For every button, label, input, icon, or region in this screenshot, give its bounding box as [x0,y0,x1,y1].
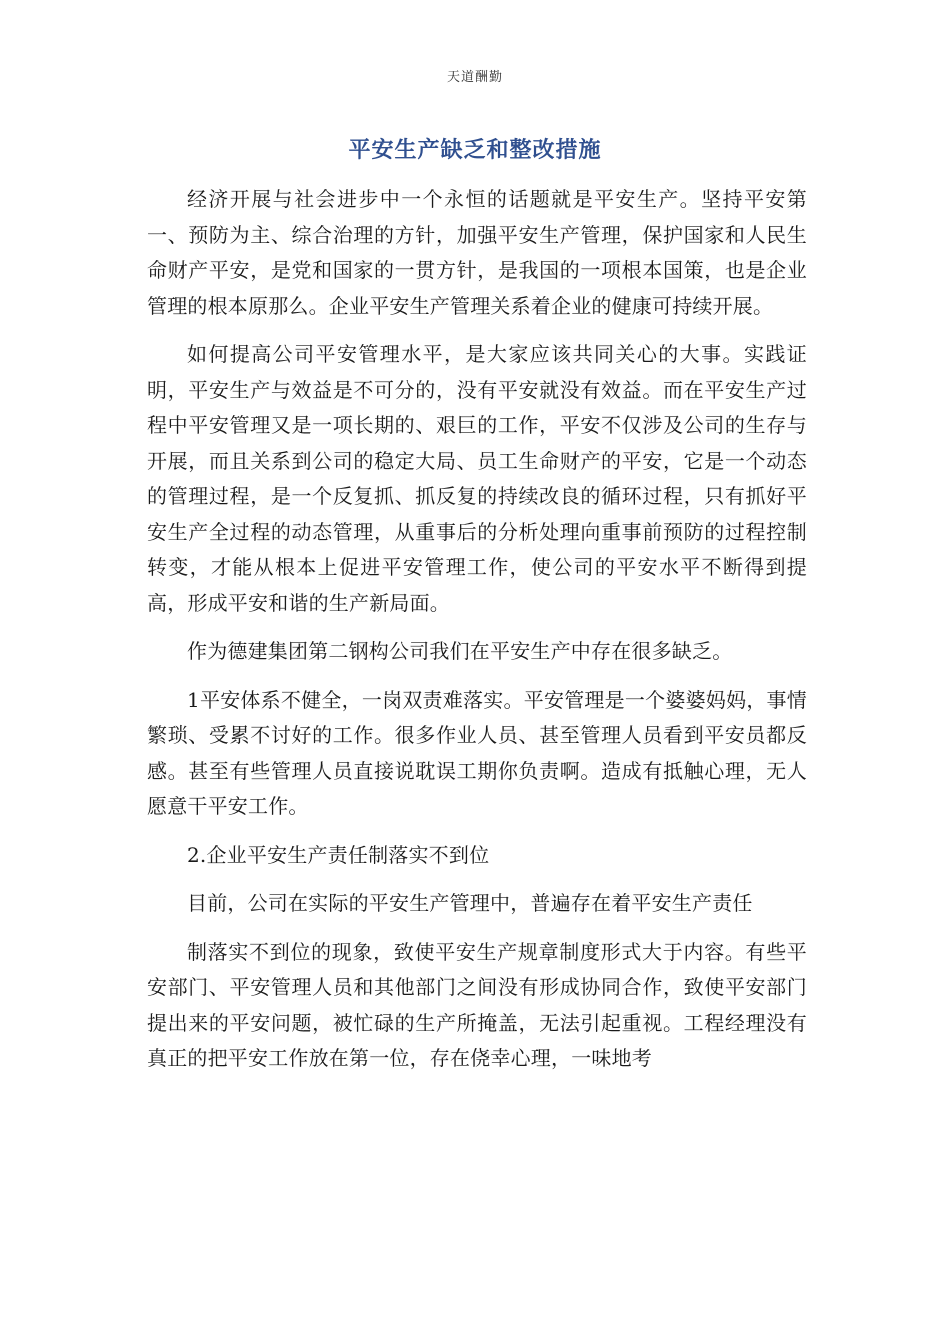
paragraph-point-1: 1平安体系不健全，一岗双责难落实。平安管理是一个婆婆妈妈，事情繁琐、受累不讨好的工作。很多作业人员、甚至管理人员看到平安员都反感。甚至有些管理人员直接说耽误工期你负责啊。造成有抵触心理，无人愿意干平安工作。 [147,687,807,818]
paragraph-responsibility: 制落实不到位的现象，致使平安生产规章制度形式大于内容。有些平安部门、平安管理人员和其他部门之间没有形成协同合作，致使平安部门提出来的平安问题，被忙碌的生产所掩盖，无法引起重视。工程经理没有真正的把平安工作放在第一位，存在侥幸心理，一味地考 [147,939,807,1070]
page-header: 天道酬勤 [446,70,503,85]
paragraph-shortcomings: 作为德建集团第二钢构公司我们在平安生产中存在很多缺乏。 [187,639,733,663]
document-body [147,182,807,1090]
paragraph-current-state: 目前，公司在实际的平安生产管理中，普遍存在着平安生产责任 [187,891,753,915]
paragraph-intro: 经济开展与社会进步中一个永恒的话题就是平安生产。坚持平安第一、预防为主、综合治理的方针，加强平安生产管理，保护国家和人民生命财产平安，是党和国家的一贯方针，是我国的一项根本国策，也是企业管理的根本原那么。企业平安生产管理关系着企业的健康可持续开展。 [147,187,807,318]
paragraph-management: 如何提高公司平安管理水平，是大家应该共同关心的大事。实践证明，平安生产与效益是不可分的，没有平安就没有效益。而在平安生产过程中平安管理又是一项长期的、艰巨的工作，平安不仅涉及公司的生存与开展，而且关系到公司的稳定大局、员工生命财产的平安，它是一个动态的管理过程，是一个反复抓、抓反复的持续改良的循环过程，只有抓好平安生产全过程的动态管理，从重事后的分析处理向重事前预防的过程控制转变，才能从根本上促进平安管理工作，使公司的平安水平不断得到提高，形成平安和谐的生产新局面。 [147,342,807,615]
paragraph-point-2-heading: 2.企业平安生产责任制落实不到位 [187,842,490,867]
document-title: 平安生产缺乏和整改措施 [348,138,602,163]
